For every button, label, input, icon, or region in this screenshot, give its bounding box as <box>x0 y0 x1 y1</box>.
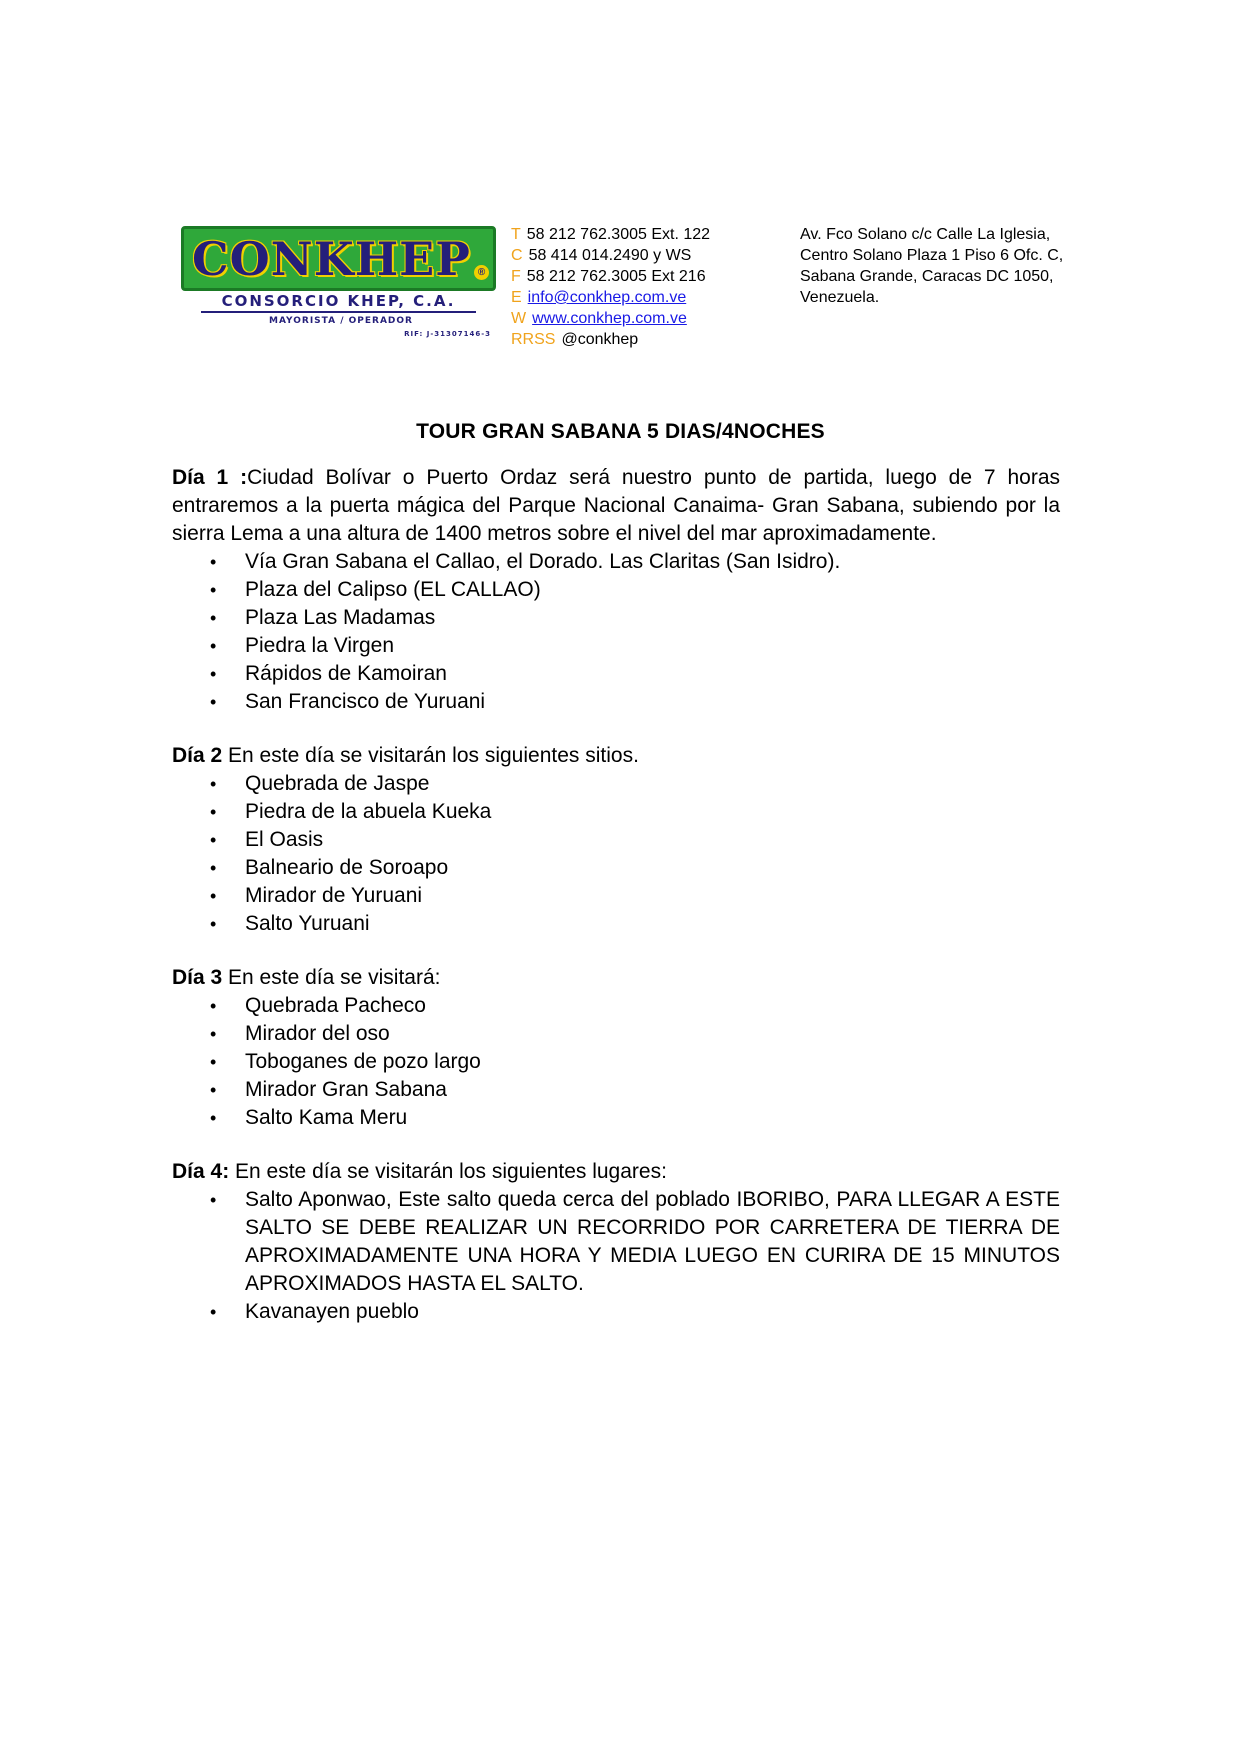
contact-key: W <box>511 310 527 327</box>
list-item <box>172 992 1060 1020</box>
list-item <box>172 882 1060 910</box>
contact-social <box>511 329 710 350</box>
list-item-text: Balneario de Soroapo <box>245 856 449 879</box>
email-link[interactable]: info@conkhep.com.ve <box>527 289 687 306</box>
contact-email <box>511 287 710 308</box>
list-item-text: Plaza Las Madamas <box>245 606 436 629</box>
list-item <box>172 1104 1060 1132</box>
places-list <box>172 770 1060 938</box>
day-2 <box>172 742 1060 938</box>
contact-value: 58 212 762.3005 Ext. 122 <box>526 226 711 243</box>
list-item <box>172 910 1060 938</box>
bullet-icon: • <box>210 830 217 850</box>
list-item-text: Plaza del Calipso (EL CALLAO) <box>245 578 541 601</box>
bullet-icon: • <box>210 552 217 572</box>
bullet-icon: • <box>210 914 217 934</box>
contact-key: E <box>511 289 522 306</box>
list-item-text: Vía Gran Sabana el Callao, el Dorado. Las Claritas (San Isidro). <box>245 550 841 573</box>
bullet-icon: • <box>210 1302 217 1322</box>
bullet-icon: • <box>210 802 217 822</box>
day-1 <box>172 464 1060 716</box>
bullet-icon: • <box>210 1190 217 1210</box>
day-description: Ciudad Bolívar o Puerto Ordaz será nuestro punto de partida, luego de 7 horas entraremos a la puerta mágica del Parque Nacional Canaima- Gran Sabana, subiendo por la sierra Lema a una altura de 1400 metros sobre el nivel del mar aproximadamente. <box>172 466 1060 545</box>
contact-mobile <box>511 245 710 266</box>
list-item <box>172 688 1060 716</box>
list-item-text: Piedra de la abuela Kueka <box>245 800 492 823</box>
address-block <box>800 224 1063 308</box>
contact-value: 58 212 762.3005 Ext 216 <box>526 268 706 285</box>
bullet-icon: • <box>210 886 217 906</box>
section-spacer <box>172 938 1060 964</box>
list-item-text: Piedra la Virgen <box>245 634 395 657</box>
document-title: TOUR GRAN SABANA 5 DIAS/4NOCHES <box>416 420 825 443</box>
section-spacer <box>172 1132 1060 1158</box>
bullet-icon: • <box>210 774 217 794</box>
contact-key: RRSS <box>511 331 556 348</box>
contact-web <box>511 308 710 329</box>
list-item-text: Mirador de Yuruani <box>245 884 423 907</box>
bullet-icon: • <box>210 608 217 628</box>
list-item <box>172 770 1060 798</box>
list-item-text: Mirador Gran Sabana <box>245 1078 447 1101</box>
list-item <box>172 854 1060 882</box>
list-item <box>172 1048 1060 1076</box>
list-item <box>172 826 1060 854</box>
day-description: En este día se visitará: <box>222 966 441 989</box>
list-item-text: Rápidos de Kamoiran <box>245 662 447 685</box>
list-item <box>172 576 1060 604</box>
list-item-text: Mirador del oso <box>245 1022 390 1045</box>
list-item-text: Quebrada de Jaspe <box>245 772 430 795</box>
day-3 <box>172 964 1060 1132</box>
logo-company-name: CONSORCIO KHEP, C.A. <box>201 292 476 313</box>
list-item-text: El Oasis <box>245 828 324 851</box>
list-item <box>172 798 1060 826</box>
day-heading: Día 2 <box>172 744 223 767</box>
bullet-icon: • <box>210 1024 217 1044</box>
day-heading: Día 4: <box>172 1160 230 1183</box>
list-item-text: Toboganes de pozo largo <box>245 1050 481 1073</box>
list-item-text: Quebrada Pacheco <box>245 994 426 1017</box>
day-heading: Día 3 <box>172 966 223 989</box>
logo-wordmark: CONKHEP <box>192 232 471 286</box>
list-item <box>172 660 1060 688</box>
bullet-icon: • <box>210 1080 217 1100</box>
registered-mark: ® <box>474 265 489 280</box>
places-list <box>172 992 1060 1132</box>
list-item-text: Kavanayen pueblo <box>245 1300 419 1323</box>
day-4 <box>172 1158 1060 1326</box>
list-item-text: Salto Kama Meru <box>245 1106 408 1129</box>
day-description: En este día se visitarán los siguientes sitios. <box>222 744 639 767</box>
places-list <box>172 548 1060 716</box>
day-intro <box>172 742 1060 770</box>
bullet-icon: • <box>210 1108 217 1128</box>
list-item-text: Salto Aponwao, Este salto queda cerca del poblado IBORIBO, PARA LLEGAR A ESTE SALTO SE DEBE REALIZAR UN RECORRIDO POR CARRETERA DE TIERRA DE APROXIMADAMENTE UNA HORA Y MEDIA LUEGO EN CURIRA DE 15 MINUTOS APROXIMADOS HASTA EL SALTO. <box>245 1188 1060 1295</box>
contact-key: T <box>511 226 521 243</box>
itinerary <box>172 464 1060 1326</box>
address-line: Av. Fco Solano c/c Calle La Iglesia, <box>800 226 1051 243</box>
day-description: En este día se visitarán los siguientes lugares: <box>229 1160 667 1183</box>
list-item <box>172 548 1060 576</box>
bullet-icon: • <box>210 996 217 1016</box>
section-spacer <box>172 716 1060 742</box>
list-item <box>172 1298 1060 1326</box>
list-item-text: San Francisco de Yuruani <box>245 690 486 713</box>
list-item <box>172 1020 1060 1048</box>
logo-banner <box>181 226 496 291</box>
places-list <box>172 1186 1060 1326</box>
list-item <box>172 604 1060 632</box>
bullet-icon: • <box>210 1052 217 1072</box>
bullet-icon: • <box>210 580 217 600</box>
contact-fax <box>511 266 710 287</box>
company-logo <box>181 226 496 344</box>
day-intro <box>172 464 1060 548</box>
day-intro <box>172 964 1060 992</box>
address-line: Venezuela. <box>800 289 880 306</box>
list-item-text: Salto Yuruani <box>245 912 370 935</box>
logo-rif: RIF: J-31307146-3 <box>404 330 491 338</box>
contact-info <box>511 224 710 350</box>
day-intro <box>172 1158 1060 1186</box>
contact-value: @conkhep <box>561 331 639 348</box>
list-item <box>172 1076 1060 1104</box>
contact-key: C <box>511 247 523 264</box>
address-line: Centro Solano Plaza 1 Piso 6 Ofc. C, <box>800 247 1064 264</box>
bullet-icon: • <box>210 692 217 712</box>
address-line: Sabana Grande, Caracas DC 1050, <box>800 268 1054 285</box>
website-link[interactable]: www.conkhep.com.ve <box>532 310 687 327</box>
bullet-icon: • <box>210 858 217 878</box>
day-heading: Día 1 : <box>172 466 248 489</box>
list-item <box>172 1186 1060 1298</box>
bullet-icon: • <box>210 664 217 684</box>
contact-key: F <box>511 268 521 285</box>
contact-phone <box>511 224 710 245</box>
list-item <box>172 632 1060 660</box>
contact-value: 58 414 014.2490 y WS <box>528 247 692 264</box>
logo-tagline: MAYORISTA / OPERADOR <box>269 316 413 326</box>
bullet-icon: • <box>210 636 217 656</box>
